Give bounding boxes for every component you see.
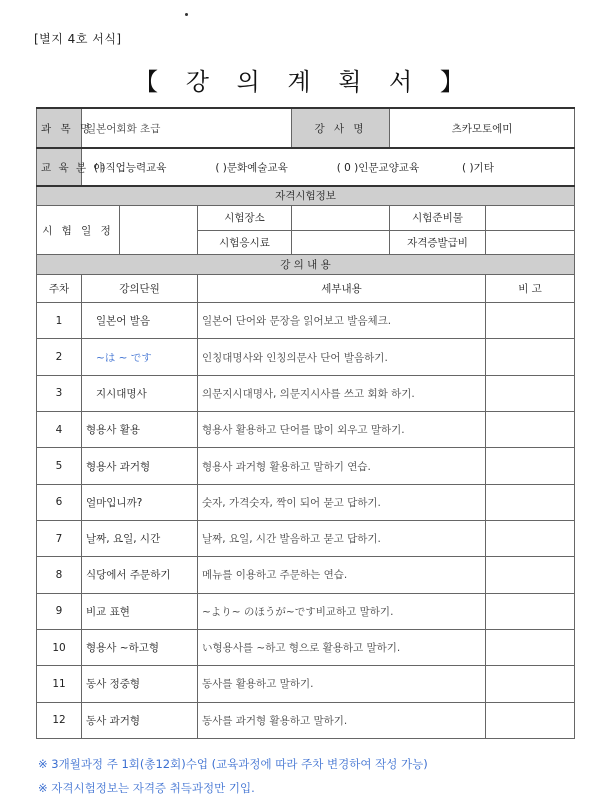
note-cell[interactable] bbox=[486, 303, 575, 339]
unit-cell[interactable]: 지시대명사 bbox=[82, 375, 198, 411]
instructor-value[interactable]: 츠카모토에미 bbox=[390, 108, 575, 148]
unit-cell[interactable]: 식당에서 주문하기 bbox=[82, 557, 198, 593]
table-row bbox=[37, 666, 575, 702]
note-cell[interactable] bbox=[486, 521, 575, 557]
field-option-arts[interactable]: ( )문화예술교육 bbox=[215, 161, 288, 174]
cert-issue-fee-label: 자격증발급비 bbox=[390, 230, 486, 254]
detail-cell[interactable]: 형용사 활용하고 단어를 많이 외우고 말하기. bbox=[198, 412, 486, 448]
note-cell[interactable] bbox=[486, 629, 575, 665]
table-row bbox=[37, 484, 575, 520]
page-title: 【 강 의 계 획 서 】 bbox=[134, 68, 474, 96]
cert-row-1 bbox=[37, 206, 575, 230]
course-row bbox=[37, 108, 575, 148]
week-cell: 10 bbox=[37, 629, 82, 665]
col-detail-header: 세부내용 bbox=[198, 274, 486, 302]
detail-cell[interactable]: 동사를 활용하고 말하기. bbox=[198, 666, 486, 702]
detail-cell[interactable]: 숫자, 가격숫자, 짝이 되어 묻고 답하기. bbox=[198, 484, 486, 520]
note-cell[interactable] bbox=[486, 448, 575, 484]
exam-prep-label: 시험준비물 bbox=[390, 206, 486, 230]
col-week-header: 주차 bbox=[37, 274, 82, 302]
table-row bbox=[37, 521, 575, 557]
table-row bbox=[37, 303, 575, 339]
week-cell: 9 bbox=[37, 593, 82, 629]
field-option-humanities[interactable]: ( 0 )인문교양교육 bbox=[336, 161, 420, 174]
unit-cell[interactable]: 비교 표현 bbox=[82, 593, 198, 629]
footnote-schedule: ※ 3개월과정 주 1회(총12회)수업 (교육과정에 따라 주차 변경하여 작성 가능) bbox=[38, 757, 428, 771]
unit-cell[interactable]: 형용사 과거형 bbox=[82, 448, 198, 484]
cert-issue-fee-value[interactable] bbox=[486, 230, 575, 254]
subject-label: 과 목 명 bbox=[37, 108, 82, 148]
footnotes bbox=[38, 752, 428, 800]
note-cell[interactable] bbox=[486, 339, 575, 375]
unit-cell[interactable]: 동사 과거형 bbox=[82, 702, 198, 738]
week-cell: 12 bbox=[37, 702, 82, 738]
note-cell[interactable] bbox=[486, 412, 575, 448]
detail-cell[interactable]: 인칭대명사와 인칭의문사 단어 발음하기. bbox=[198, 339, 486, 375]
detail-cell[interactable]: ~より~ のほうが~です비교하고 말하기. bbox=[198, 593, 486, 629]
lecture-plan-form bbox=[36, 107, 574, 739]
week-cell: 11 bbox=[37, 666, 82, 702]
note-cell[interactable] bbox=[486, 484, 575, 520]
table-row bbox=[37, 557, 575, 593]
unit-cell[interactable]: 동사 정중형 bbox=[82, 666, 198, 702]
field-option-other[interactable]: ( )기타 bbox=[462, 161, 494, 174]
table-row bbox=[37, 629, 575, 665]
footnote-cert-info: ※ 자격시험정보는 자격증 취득과정만 기입. bbox=[38, 781, 255, 795]
exam-venue-value[interactable] bbox=[292, 206, 390, 230]
table-row bbox=[37, 702, 575, 738]
exam-prep-value[interactable] bbox=[486, 206, 575, 230]
detail-cell[interactable]: 의문지시대명사, 의문지시사를 쓰고 회화 하기. bbox=[198, 375, 486, 411]
table-row bbox=[37, 412, 575, 448]
exam-schedule-label: 시 험 일 정 bbox=[37, 206, 120, 254]
week-cell: 4 bbox=[37, 412, 82, 448]
exam-fee-label: 시험응시료 bbox=[198, 230, 292, 254]
detail-cell[interactable]: 형용사 과거형 활용하고 말하기 연습. bbox=[198, 448, 486, 484]
lecture-column-headers bbox=[37, 274, 575, 302]
note-cell[interactable] bbox=[486, 666, 575, 702]
field-label: 교 육 분 야 bbox=[37, 148, 82, 185]
week-cell: 8 bbox=[37, 557, 82, 593]
unit-cell[interactable]: 형용사 ~하고형 bbox=[82, 629, 198, 665]
cert-header-row bbox=[37, 186, 575, 206]
lecture-plan-table bbox=[36, 107, 575, 739]
table-row bbox=[37, 593, 575, 629]
detail-cell[interactable]: 일본어 단어와 문장을 읽어보고 발음체크. bbox=[198, 303, 486, 339]
unit-cell[interactable]: 형용사 활용 bbox=[82, 412, 198, 448]
lecture-header-row bbox=[37, 254, 575, 274]
detail-cell[interactable]: い형용사를 ~하고 형으로 활용하고 말하기. bbox=[198, 629, 486, 665]
note-cell[interactable] bbox=[486, 593, 575, 629]
exam-fee-value[interactable] bbox=[292, 230, 390, 254]
col-unit-header: 강의단원 bbox=[82, 274, 198, 302]
detail-cell[interactable]: 날짜, 요일, 시간 발음하고 묻고 답하기. bbox=[198, 521, 486, 557]
week-cell: 3 bbox=[37, 375, 82, 411]
week-cell: 5 bbox=[37, 448, 82, 484]
unit-cell[interactable]: ~は ~ です bbox=[82, 339, 198, 375]
note-cell[interactable] bbox=[486, 557, 575, 593]
week-cell: 7 bbox=[37, 521, 82, 557]
exam-schedule-value[interactable] bbox=[120, 206, 198, 254]
scan-dot bbox=[185, 13, 188, 16]
exam-venue-label: 시험장소 bbox=[198, 206, 292, 230]
cert-section-title: 자격시험정보 bbox=[37, 186, 575, 206]
week-cell: 1 bbox=[37, 303, 82, 339]
lecture-section-title: 강 의 내 용 bbox=[37, 254, 575, 274]
week-cell: 6 bbox=[37, 484, 82, 520]
detail-cell[interactable]: 동사를 과거형 활용하고 말하기. bbox=[198, 702, 486, 738]
form-number-label: [별지 4호 서식] bbox=[34, 32, 122, 46]
table-row bbox=[37, 375, 575, 411]
detail-cell[interactable]: 메뉴를 이용하고 주문하는 연습. bbox=[198, 557, 486, 593]
table-row bbox=[37, 448, 575, 484]
unit-cell[interactable]: 얼마입니까? bbox=[82, 484, 198, 520]
field-option-vocational[interactable]: ( )직업능력교육 bbox=[94, 161, 167, 174]
unit-cell[interactable]: 일본어 발음 bbox=[82, 303, 198, 339]
subject-value[interactable]: 일본어회화 초급 bbox=[82, 108, 292, 148]
field-options bbox=[82, 148, 575, 185]
note-cell[interactable] bbox=[486, 375, 575, 411]
col-note-header: 비 고 bbox=[486, 274, 575, 302]
week-cell: 2 bbox=[37, 339, 82, 375]
field-row bbox=[37, 148, 575, 185]
unit-cell[interactable]: 날짜, 요일, 시간 bbox=[82, 521, 198, 557]
note-cell[interactable] bbox=[486, 702, 575, 738]
table-row bbox=[37, 339, 575, 375]
instructor-label: 강 사 명 bbox=[292, 108, 390, 148]
